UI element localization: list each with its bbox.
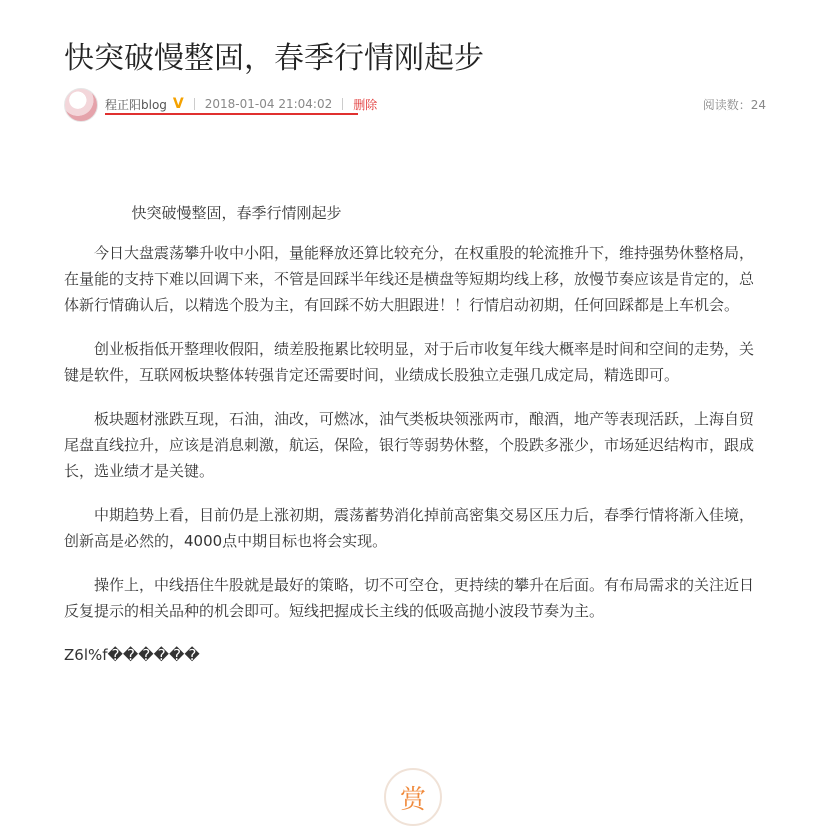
delete-link[interactable]: 删除 [353, 97, 378, 112]
article-paragraph: 板块题材涨跌互现，石油，油改，可燃冰，油气类板块领涨两市，酿酒，地产等表现活跃，上海自贸尾盘直线拉升，应该是消息刺激，航运，保险，银行等弱势休整，个股跌多涨少，市场延迟结构市，跟成长，选业绩才是关键。 [64, 410, 755, 480]
article-paragraph: 中期趋势上看，目前仍是上涨初期，震荡蓄势消化掉前高密集交易区压力后，春季行情将渐入佳境，创新高是必然的，4000点中期目标也将会实现。 [64, 506, 755, 550]
publish-timestamp: 2018-01-04 21:04:02 [204, 97, 333, 111]
garbled-text: Z6l%f������ [64, 646, 200, 664]
article-paragraph: 今日大盘震荡攀升收中小阳，量能释放还算比较充分，在权重股的轮流推升下，维持强势休整格局，在量能的支持下难以回调下来，不管是回踩半年线还是横盘等短期均线上移，放慢节奏应该是肯定的，总体新行情确认后，以精选个股为主，有回踩不妨大胆跟进！！行情启动初期，任何回踩都是上车机会。 [64, 244, 755, 314]
article-title: 快突破慢整固，春季行情刚起步 [64, 41, 484, 76]
meta-underline [105, 113, 358, 115]
article-paragraph: 创业板指低开整理收假阳，绩差股拖累比较明显，对于后市收复年线大概率是时间和空间的走势，关键是软件，互联网板块整体转强肯定还需要时间，业绩成长股独立走强几成定局，精选即可。 [64, 340, 755, 384]
meta-divider [342, 98, 343, 110]
author-info [105, 95, 377, 113]
article-paragraph: 操作上，中线捂住牛股就是最好的策略，切不可空仓，更持续的攀升在后面。有布局需求的关注近日反复提示的相关品种的机会即可。短线把握成长主线的低吸高抛小波段节奏为主。 [64, 576, 755, 620]
article-body [64, 200, 756, 686]
author-avatar[interactable] [64, 88, 98, 122]
vip-badge-icon: V [172, 96, 184, 112]
meta-divider [194, 98, 195, 110]
author-name-link[interactable]: 程正阳blog [105, 97, 167, 112]
read-count: 阅读数：24 [702, 98, 766, 112]
article-subtitle: 快突破慢整固，春季行情刚起步 [131, 204, 342, 222]
reward-button[interactable]: 赏 [384, 768, 442, 826]
article-meta [64, 88, 766, 122]
